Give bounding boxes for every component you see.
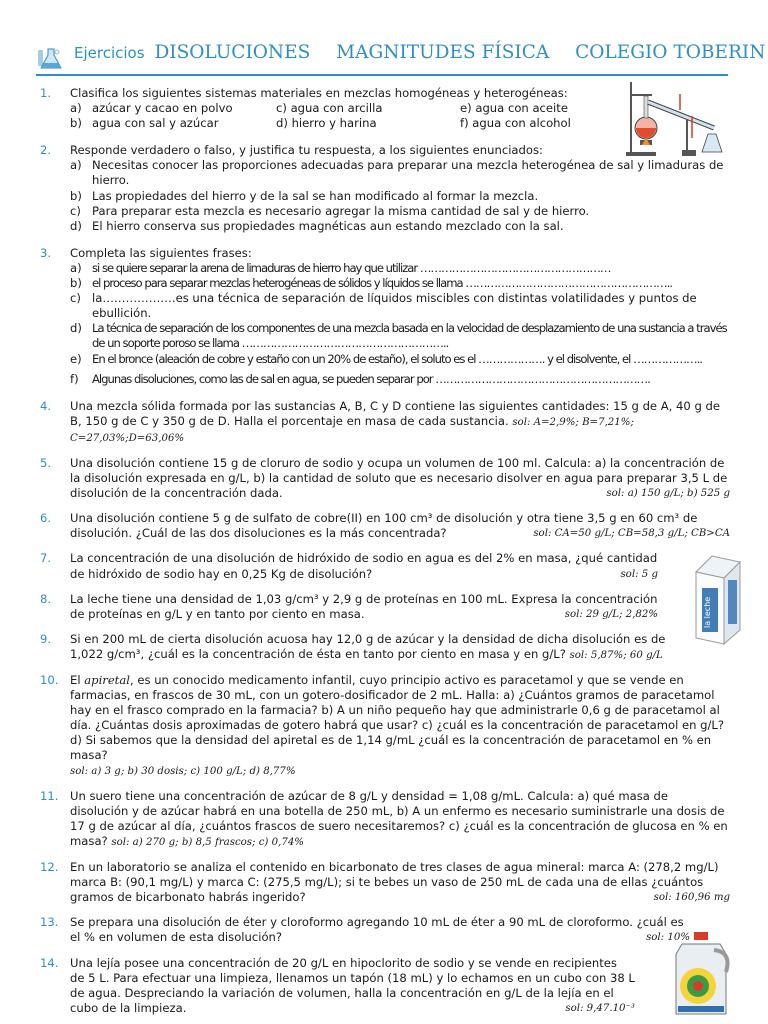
- sub-item: [70, 219, 730, 234]
- exercise-list: [40, 86, 730, 1016]
- item-text: agua con sal y azúcar: [92, 116, 219, 131]
- question-13: [40, 915, 730, 945]
- question-body: Un suero tiene una concentración de azúcar de 8 g/L y densidad = 1,08 g/mL. Calcula: a) qué masa de disolución y de azúcar habrá en una botella de 250 mL, b) A un enfermo es necesario suministrarle una dosis de 17 g de azúcar al día, ¿cuántos frascos de suero necesitaremos? c) ¿cuál es la concentración de glucosa en % en masa?: [70, 788, 728, 848]
- question-number: 4.: [40, 398, 52, 413]
- question-number: 8.: [40, 591, 52, 606]
- question-body: Si en 200 mL de cierta disolución acuosa hay 12,0 g de azúcar y la densidad de dicha disolución es de 1,022 g/cm³, ¿cuál es la concentración de ésta en tanto por ciento en masa y en g/L?: [70, 631, 666, 661]
- title-topic: DISOLUCIONES: [154, 42, 311, 63]
- question-body: La leche tiene una densidad de 1,03 g/cm³ y 2,9 g de proteínas en 100 mL. Expresa la concentración de proteínas en g/L y en tanto por ciento en masa.: [70, 591, 658, 621]
- question-5: [40, 456, 730, 501]
- item-letter: c): [70, 291, 81, 306]
- question-number: 2.: [40, 143, 52, 158]
- question-text: [70, 511, 730, 541]
- item-text: El hierro conserva sus propiedades magnéticas aun estando mezclado con la sal.: [92, 218, 564, 233]
- question-1: [40, 86, 730, 131]
- solution: sol: a) 3 g; b) 30 dosis; c) 100 g/L; d) 8,77%: [70, 765, 296, 777]
- item-letter: a): [70, 101, 82, 116]
- solution: sol: 29 g/L; 2,82%: [564, 608, 658, 620]
- question-body: Se prepara una disolución de éter y cloroformo agregando 10 mL de éter a 90 mL de cloroformo. ¿cuál es el % en volumen de esta disolución?: [70, 915, 684, 945]
- option-row: [70, 101, 730, 116]
- item-text: Las propiedades del hierro y de la sal se han modificado al formar la mezcla.: [92, 188, 539, 203]
- question-number: 10.: [40, 673, 59, 687]
- sub-item: [70, 189, 730, 204]
- question-text: Completa las siguientes frases:: [70, 245, 252, 260]
- question-7: [40, 551, 730, 581]
- solution: sol: a) 270 g; b) 8,5 frascos; c) 0,74%: [111, 836, 304, 848]
- item-text: si se quiere separar la arena de limaduras de hierro hay que utilizar ………………………………………………: [92, 260, 611, 275]
- title-school: COLEGIO TOBERIN: [575, 42, 766, 63]
- item-text: La técnica de separación de los componentes de una mezcla basada en la velocidad de desplazamiento de una sustancia a través de un soporte poroso se llama …………………………………………………..: [92, 321, 727, 351]
- sub-item: [70, 158, 730, 188]
- sub-item: [70, 261, 730, 276]
- solution: sol: 160,96 mg: [653, 892, 730, 904]
- question-text: [70, 673, 730, 779]
- question-text: [70, 915, 730, 945]
- question-body: , es un conocido medicamento infantil, cuyo principio activo es paracetamol y que se vende en farmacias, en frascos de 30 mL, con un gotero-dosificador de 2 mL. Halla: a) ¿Cuántos gramos de paracetamol hay en el frasco comprado en la farmacia? b) A un niño pequeño hay que administrarle 0,6 g de paracetamol al día. ¿Cuántas dosis aproximadas de gotero habrá que usar? c) ¿cuál es la concentración de paracetamol en g/L? d) Si sabemos que la densidad del apiretal es de 1,14 g/mL ¿cuál es la concentración de paracetamol en % en masa?: [70, 673, 725, 763]
- page-title: [74, 42, 765, 63]
- milk-label: la leche: [703, 596, 712, 628]
- item-text: e) agua con aceite: [460, 101, 568, 116]
- question-12: [40, 860, 730, 905]
- question-number: 13.: [40, 915, 59, 930]
- question-number: 1.: [40, 86, 52, 100]
- question-number: 9.: [40, 631, 52, 646]
- item-letter: a): [70, 158, 82, 173]
- question-text: Clasifica los siguientes sistemas materiales en mezclas homogéneas y heterogéneas:: [70, 86, 568, 100]
- question-body: Una lejía posee una concentración de 20 g/L en hipoclorito de sodio y se vende en recipientes de 5 L. Para efectuar una limpieza, llenamos un tapón (18 mL) y lo echamos en un cubo con 38 L de agua. Despreciando la variación de volumen, halla la concentración en g/L de la lejía en el cubo de la limpieza.: [70, 955, 635, 1015]
- sub-item: [70, 321, 730, 351]
- question-8: [40, 592, 730, 622]
- item-text: la……………….es una técnica de separación de líquidos miscibles con distintas volatilidades y puntos de ebullición.: [92, 291, 697, 321]
- question-text: [70, 632, 730, 663]
- item-text: Algunas disoluciones, como las de sal en agua, se pueden separar por …………………………………………………….: [92, 371, 650, 386]
- question-number: 14.: [40, 955, 59, 970]
- item-letter: d): [70, 218, 82, 233]
- question-number: 6.: [40, 511, 52, 526]
- question-text: [70, 789, 730, 850]
- question-body: La concentración de una disolución de hidróxido de sodio en agua es del 2% en masa, ¿qué cantidad de hidróxido de sodio hay en 0,25 Kg de disolución?: [70, 551, 658, 581]
- question-lead: El: [70, 673, 81, 687]
- question-10: [40, 673, 730, 779]
- question-number: 12.: [40, 860, 59, 875]
- question-14: [40, 956, 730, 1016]
- solution: sol: 9,47.10⁻³: [565, 1002, 635, 1014]
- solution: sol: CA=50 g/L; CB=58,3 g/L; CB>CA: [533, 528, 730, 540]
- solution: sol: 5 g: [620, 568, 658, 580]
- question-body: Una disolución contiene 15 g de cloruro de sodio y ocupa un volumen de 100 ml. Calcula: a) la concentración de la disolución expresada en g/L, b) la cantidad de soluto que es necesario disolver en agua para preparar 3,5 L de disolución de la concentración dada.: [70, 455, 728, 501]
- question-number: 3.: [40, 245, 52, 260]
- item-text: Para preparar esta mezcla es necesario agregar la misma cantidad de sal y de hierro.: [92, 203, 590, 218]
- question-9: [40, 632, 730, 663]
- solution: sol: 5,87%; 60 g/L: [569, 649, 663, 661]
- item-letter: d): [70, 321, 82, 336]
- item-text: azúcar y cacao en polvo: [92, 101, 233, 116]
- question-number: 7.: [40, 551, 52, 566]
- question-text: Responde verdadero o falso, y justifica tu respuesta, a los siguientes enunciados:: [70, 143, 543, 158]
- item-text: el proceso para separar mezclas heterogéneas de sólidos y líquidos se llama …………………………………………………..: [92, 276, 672, 291]
- question-body: Una mezcla sólida formada por las sustancias A, B, C y D contiene las siguientes cantidades: 15 g de A, 40 g de B, 150 g de C y 350 g de D. Halla el porcentaje en masa de cada sustancia.: [70, 398, 721, 428]
- item-letter: b): [70, 276, 82, 291]
- question-text: [70, 592, 730, 622]
- sub-item: [70, 372, 730, 387]
- question-number: 11.: [40, 788, 59, 803]
- item-text: f) agua con alcohol: [460, 116, 571, 131]
- question-6: [40, 511, 730, 541]
- question-3: [40, 246, 730, 387]
- sub-item: [70, 291, 730, 321]
- solution: sol: 10%: [646, 932, 690, 944]
- item-text: c) agua con arcilla: [276, 101, 383, 116]
- option-row: [70, 116, 730, 131]
- lab-flask-icon: [36, 46, 64, 72]
- item-text: En el bronce (aleación de cobre y estaño con un 20% de estaño), el soluto es el ………………. y el disolvente, el ………………..: [92, 351, 702, 366]
- title-subject: MAGNITUDES FÍSICA: [336, 42, 550, 63]
- sub-item: [70, 276, 730, 291]
- question-text: [70, 551, 730, 581]
- solution: sol: A=2,9%; B=7,21%; C=27,03%;D=63,06%: [70, 416, 634, 444]
- question-text: [70, 860, 730, 905]
- item-letter: b): [70, 116, 82, 131]
- sub-item: [70, 352, 730, 367]
- item-letter: f): [70, 371, 79, 386]
- question-body: En un laboratorio se analiza el contenido en bicarbonato de tres clases de agua mineral: marca A: (278,2 mg/L) marca B: (90,1 mg/L) y marca C: (275,5 mg/L); si te bebes un vaso de 250 mL de cada una de ellas ¿cuántos gramos de bicarbonato habrás ingerido?: [70, 860, 719, 905]
- product-name: apiretal: [84, 673, 130, 687]
- question-11: [40, 789, 730, 850]
- item-text: d) hierro y harina: [276, 116, 377, 131]
- question-text: [70, 956, 730, 1016]
- item-letter: a): [70, 260, 82, 275]
- item-text: Necesitas conocer las proporciones adecuadas para preparar una mezcla heterogénea de sal y limaduras de hierro.: [92, 158, 724, 188]
- page-header: [36, 42, 766, 72]
- question-body: Una disolución contiene 5 g de sulfato de cobre(II) en 100 cm³ de disolución y otra tiene 3,5 g en 60 cm³ de disolución. ¿Cuál de las dos disoluciones es la más concentrada?: [70, 511, 698, 541]
- item-letter: c): [70, 203, 81, 218]
- question-text: [70, 456, 730, 501]
- solution: sol: a) 150 g/L; b) 525 g: [606, 488, 730, 500]
- sub-item: [70, 204, 730, 219]
- item-letter: b): [70, 188, 82, 203]
- item-letter: e): [70, 351, 82, 366]
- question-4: [40, 399, 730, 446]
- question-number: 5.: [40, 455, 52, 470]
- question-2: [40, 143, 730, 234]
- question-text: [70, 399, 730, 446]
- title-prefix: Ejercicios: [74, 44, 145, 62]
